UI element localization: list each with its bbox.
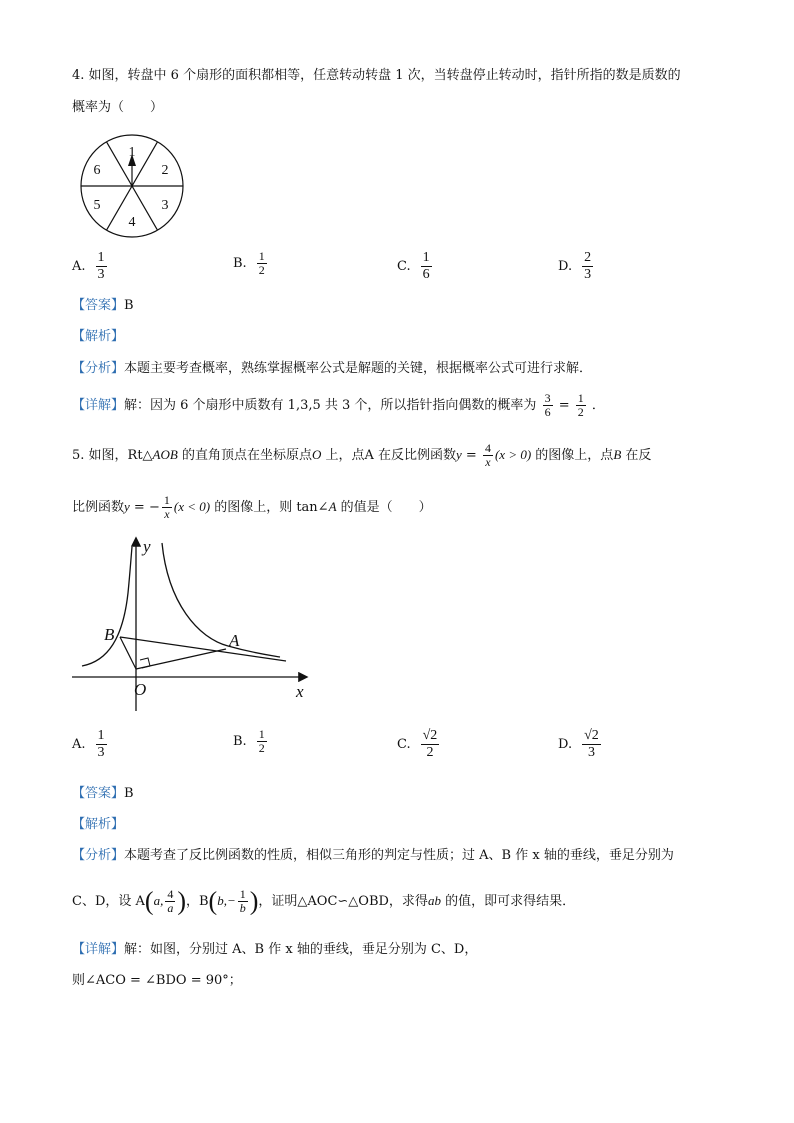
curve-positive bbox=[162, 543, 280, 657]
q5-answer: 【答案】B bbox=[72, 786, 134, 801]
q5-option-c[interactable]: C. $\frac{√2}{2}$ bbox=[397, 728, 438, 760]
wheel-number-1: 1 bbox=[128, 145, 136, 160]
q4-fenxi: 【分析】本题主要考查概率，熟练掌握概率公式是解题的关键，根据概率公式可进行求解． bbox=[72, 361, 593, 376]
label-o: O bbox=[134, 680, 147, 699]
wheel-number-3: 3 bbox=[161, 198, 169, 213]
q5-graph bbox=[68, 533, 318, 715]
label-a: A bbox=[229, 631, 240, 650]
q4-stem-line1: 4. 如图，转盘中 6 个扇形的面积都相等，任意转动转盘 1 次，当转盘停止转动时，指针所指的数是质数的 bbox=[72, 68, 681, 83]
wheel-number-4: 4 bbox=[128, 215, 136, 230]
label-y: y bbox=[143, 537, 151, 556]
curve-negative bbox=[82, 547, 132, 666]
q4-answer: 【答案】B bbox=[72, 298, 134, 313]
wheel-number-6: 6 bbox=[93, 163, 101, 178]
q4-spinner-wheel bbox=[70, 130, 200, 240]
q5-xiangjie-line2: 则∠ACO = ∠BDO = 90°； bbox=[72, 973, 242, 988]
q4-option-d[interactable]: D. $\frac{2}{3}$ bbox=[558, 250, 592, 282]
q5-analysis-tag: 【解析】 bbox=[72, 817, 125, 832]
q4-option-b[interactable]: B. $\frac{1}{2}$ bbox=[233, 249, 265, 277]
wheel-number-5: 5 bbox=[93, 198, 101, 213]
q5-option-b[interactable]: B. $\frac{1}{2}$ bbox=[233, 727, 265, 755]
wheel-number-2: 2 bbox=[161, 163, 169, 178]
q5-fenxi-line2: C、D，设 A(a, $\frac{4}{a}$ )，B(b,− $\frac{1}{b}$ )，证明△AOC∽△OBD，求得ab 的值，即可求得结果． bbox=[72, 886, 576, 916]
q5-stem-line1: 5. 如图，Rt△AOB 的直角顶点在坐标原点O 上，点A 在反比例函数y = $\frac{4}{x}$ (x > 0) 的图像上，点B 在反 bbox=[72, 441, 652, 469]
q4-option-a[interactable]: A. $\frac{1}{3}$ bbox=[72, 250, 105, 282]
q4-xiangjie: 【详解】解：因为 6 个扇形中质数有 1,3,5 共 3 个，所以指针指向偶数的概率为 $\frac{3}{6}$ = $\frac{1}{2}$ ． bbox=[72, 391, 605, 419]
label-b: B bbox=[104, 625, 115, 644]
q5-xiangjie-line1: 【详解】解：如图，分别过 A、B 作 x 轴的垂线，垂足分别为 C、D， bbox=[72, 942, 478, 957]
q5-option-d[interactable]: D. $\frac{√2}{3}$ bbox=[558, 728, 599, 760]
q4-stem-line2: 概率为（ ） bbox=[72, 100, 164, 115]
q5-option-a[interactable]: A. $\frac{1}{3}$ bbox=[72, 728, 105, 760]
q5-fenxi-line1: 【分析】本题考查了反比例函数的性质，相似三角形的判定与性质；过 A、B 作 x 轴的垂线，垂足分别为 bbox=[72, 848, 674, 863]
q4-option-c[interactable]: C. $\frac{1}{6}$ bbox=[397, 250, 430, 282]
label-x: x bbox=[296, 682, 304, 701]
q5-stem-line2: 比例函数y = − $\frac{1}{x}$ (x < 0) 的图像上，则 tan∠A 的值是（ ） bbox=[72, 493, 432, 521]
q4-analysis-tag: 【解析】 bbox=[72, 329, 125, 344]
